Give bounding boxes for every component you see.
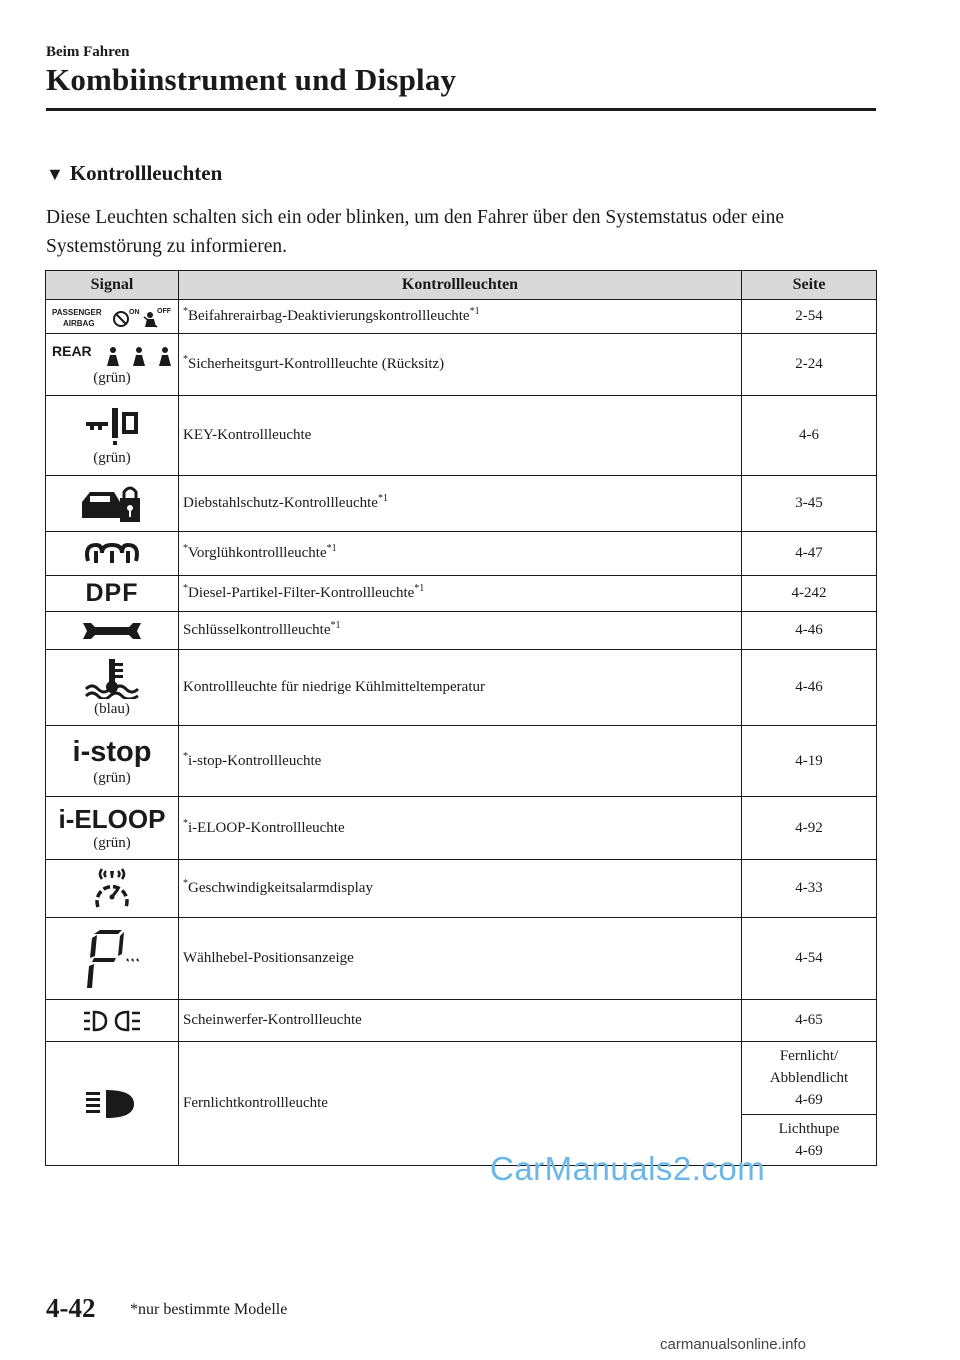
light-name: Diebstahlschutz-Kontrollleuchte: [183, 495, 378, 511]
table-row: [46, 532, 877, 576]
coolant-temperature-icon: [82, 657, 142, 699]
table-header-row: [46, 271, 877, 300]
i-stop-icon: i-stop: [72, 735, 152, 768]
footnote-ref: *1: [469, 306, 480, 317]
table-row: [46, 726, 877, 797]
footnote-ref: *1: [414, 583, 425, 594]
light-name-cell: [179, 334, 742, 396]
signal-cell: [46, 797, 179, 860]
asterisk: *: [183, 543, 188, 554]
light-name: Wählhebel-Positionsanzeige: [183, 950, 354, 966]
asterisk: *: [183, 354, 188, 365]
light-name: i-stop-Kontrollleuchte: [188, 752, 322, 769]
light-name-cell: [179, 650, 742, 726]
signal-cell: [46, 1000, 179, 1042]
glow-plug-icon: [82, 539, 142, 569]
page-cell: 4-65: [742, 1000, 877, 1042]
table-row: [46, 476, 877, 532]
page-cell: 4-19: [742, 726, 877, 797]
icon-text-off: OFF: [157, 307, 171, 315]
light-name: Geschwindigkeitsalarmdisplay: [188, 880, 373, 896]
header-page: Seite: [742, 271, 877, 300]
light-name-cell: [179, 612, 742, 650]
page-cell: 4-46: [742, 612, 877, 650]
light-name: i-ELOOP-Kontrollleuchte: [188, 819, 345, 836]
page-cell: 4-33: [742, 860, 877, 918]
watermark-carmanuals: CarManuals2.com: [490, 1150, 766, 1187]
signal-cell: [46, 300, 179, 334]
asterisk: *: [183, 878, 188, 889]
color-note: (grün): [93, 769, 131, 786]
table-row: [46, 650, 877, 726]
page-label-line: Abblendlicht: [769, 1070, 849, 1086]
page-cell: 4-47: [742, 532, 877, 576]
light-name: Vorglühkontrollleuchte: [188, 545, 327, 561]
key-icon: [80, 404, 144, 448]
i-eloop-icon: i-ELOOP: [58, 803, 166, 834]
watermark-online: carmanualsonline.info: [660, 1336, 806, 1353]
page-title: Kombiinstrument und Display: [46, 62, 457, 97]
triangle-down-icon: ▼: [46, 164, 64, 184]
asterisk: *: [183, 817, 188, 829]
light-name: Schlüsselkontrollleuchte: [183, 622, 331, 638]
light-name-cell: [179, 300, 742, 334]
icon-text-rear: REAR: [52, 343, 92, 359]
title-rule: [46, 108, 876, 111]
warning-lights-table: [45, 270, 877, 1166]
signal-cell: [46, 1042, 179, 1166]
page-cell: 4-92: [742, 797, 877, 860]
headlight-icon: [82, 1008, 142, 1034]
table-row: [46, 797, 877, 860]
light-name-cell: [179, 576, 742, 612]
breadcrumb: Beim Fahren: [46, 44, 130, 60]
signal-cell: [46, 532, 179, 576]
light-name-cell: [179, 726, 742, 797]
light-name-cell: [179, 797, 742, 860]
footnote-ref: *1: [330, 620, 341, 631]
high-beam-icon: [82, 1087, 142, 1121]
dpf-icon: DPF: [85, 579, 139, 607]
signal-cell: [46, 612, 179, 650]
page-number-ref: 4-69: [795, 1143, 823, 1159]
speed-alarm-icon: [90, 867, 134, 911]
page-label-line: Lichthupe: [778, 1121, 840, 1137]
light-name: Kontrollleuchte für niedrige Kühlmitteltemperatur: [183, 679, 485, 695]
asterisk: *: [183, 583, 188, 594]
page-cell: 4-242: [742, 576, 877, 612]
table-row: [46, 576, 877, 612]
signal-cell: [46, 918, 179, 1000]
asterisk: *: [183, 306, 188, 317]
signal-cell: [46, 576, 179, 612]
signal-cell: [46, 726, 179, 797]
asterisk: *: [183, 750, 188, 762]
light-name-cell: [179, 860, 742, 918]
header-lights: Kontrollleuchten: [179, 271, 742, 300]
page-cell: 2-24: [742, 334, 877, 396]
light-name: Scheinwerfer-Kontrollleuchte: [183, 1012, 362, 1028]
table-row: [46, 334, 877, 396]
light-name: Fernlichtkontrollleuchte: [183, 1095, 328, 1111]
footnote-ref: *1: [377, 493, 388, 504]
light-name: Beifahrerairbag-Deaktivierungskontrollleuchte: [188, 308, 470, 324]
light-name-cell: [179, 476, 742, 532]
light-name-cell: [179, 532, 742, 576]
color-note: (blau): [94, 701, 130, 717]
page-cell: 4-54: [742, 918, 877, 1000]
light-name-cell: [179, 396, 742, 476]
gear-position-icon: [84, 928, 140, 990]
color-note: (grün): [93, 370, 131, 386]
car-lock-icon: [80, 484, 144, 524]
rear-seatbelt-icon: [50, 342, 174, 368]
intro-paragraph: Diese Leuchten schalten sich ein oder blinken, um den Fahrer über den Systemstatus oder eine Systemstörung zu informieren.: [46, 207, 785, 257]
light-name: KEY-Kontrollleuchte: [183, 427, 312, 443]
signal-cell: [46, 334, 179, 396]
page-cell: 3-45: [742, 476, 877, 532]
table-row: [46, 612, 877, 650]
page-number-ref: 4-69: [795, 1092, 823, 1108]
wrench-icon: [81, 619, 143, 643]
table-row: [46, 396, 877, 476]
signal-cell: [46, 860, 179, 918]
table-row: [46, 1042, 877, 1115]
light-name-cell: [179, 1042, 742, 1166]
table-row: [46, 1000, 877, 1042]
color-note: (grün): [93, 450, 131, 466]
icon-text-on: ON: [129, 308, 140, 316]
icon-text-airbag: AIRBAG: [63, 318, 95, 328]
page-cell: [742, 1042, 877, 1115]
page-cell: 2-54: [742, 300, 877, 334]
passenger-airbag-deactivation-icon: [51, 305, 173, 329]
section-heading: [46, 161, 222, 186]
signal-cell: [46, 476, 179, 532]
signal-cell: [46, 396, 179, 476]
section-heading-text: Kontrollleuchten: [69, 161, 223, 185]
light-name-cell: [179, 918, 742, 1000]
header-signal: Signal: [46, 271, 179, 300]
icon-text-passenger: PASSENGER: [52, 307, 102, 317]
signal-cell: [46, 650, 179, 726]
table-row: [46, 918, 877, 1000]
page-label-line: Fernlicht/: [779, 1048, 839, 1064]
footnote: *nur bestimmte Modelle: [130, 1301, 288, 1318]
page-number: 4-42: [46, 1293, 96, 1323]
light-name-cell: [179, 1000, 742, 1042]
page-cell: 4-6: [742, 396, 877, 476]
footnote-ref: *1: [326, 543, 337, 554]
table-row: [46, 860, 877, 918]
light-name: Sicherheitsgurt-Kontrollleuchte (Rücksitz): [188, 356, 445, 372]
table-row: [46, 300, 877, 334]
color-note: (grün): [93, 834, 131, 851]
light-name: Diesel-Partikel-Filter-Kontrollleuchte: [188, 585, 415, 601]
page-cell: 4-46: [742, 650, 877, 726]
